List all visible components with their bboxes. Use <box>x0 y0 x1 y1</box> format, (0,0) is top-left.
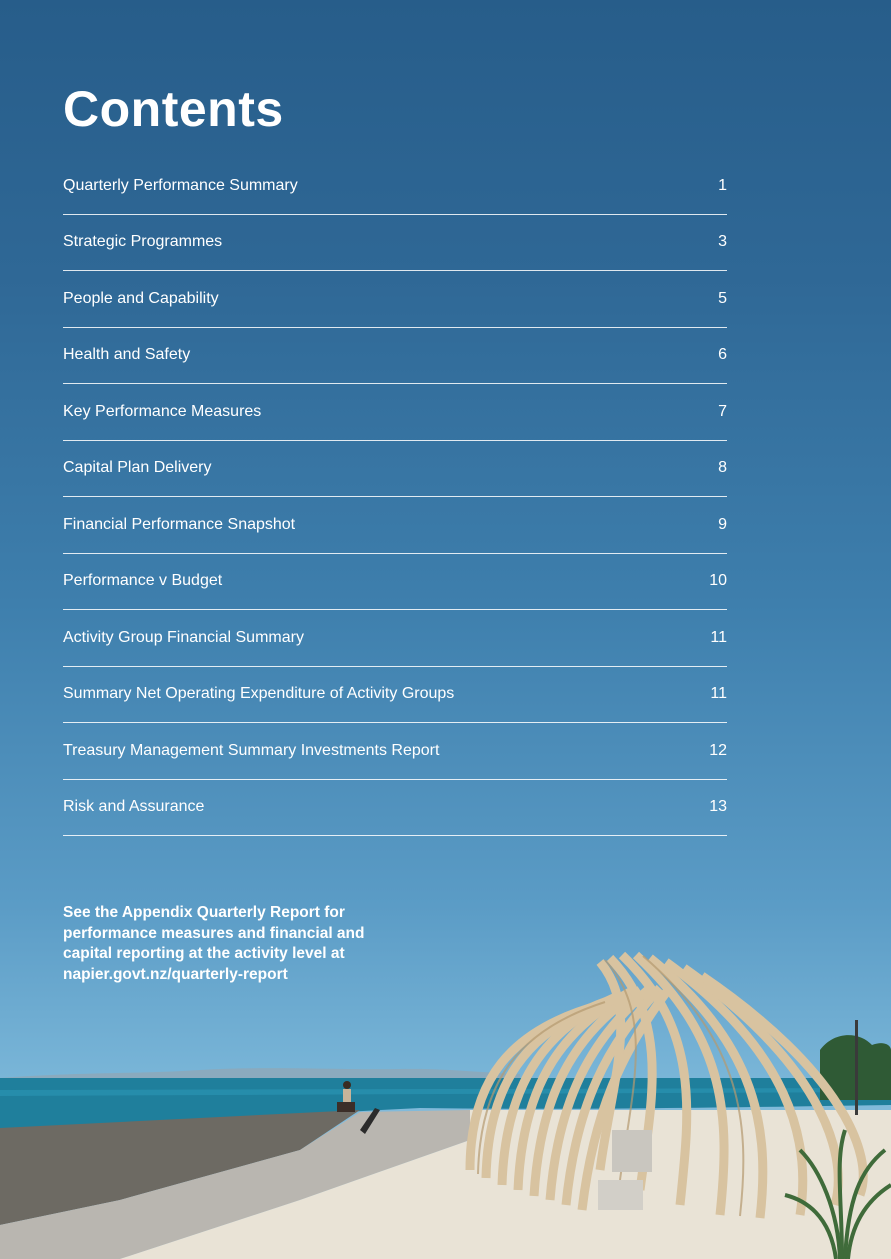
toc-entry-strategic-programmes[interactable] <box>63 215 727 272</box>
toc-entry-label: Summary Net Operating Expenditure of Activity Groups <box>63 685 455 703</box>
page-title: Contents <box>63 81 284 137</box>
appendix-note-line: performance measures and financial and <box>63 924 365 942</box>
appendix-note-line: capital reporting at the activity level at <box>63 945 345 963</box>
toc-entry-summary-net-operating-expenditure[interactable] <box>63 667 727 724</box>
toc-entry-page-number: 5 <box>718 289 727 307</box>
toc-entry-page-number: 7 <box>718 402 727 420</box>
appendix-note-line: See the Appendix Quarterly Report for <box>63 904 345 921</box>
toc-entry-page-number: 6 <box>718 346 727 364</box>
appendix-note <box>63 903 453 985</box>
toc-entry-financial-performance-snapshot[interactable] <box>63 497 727 554</box>
toc-entry-page-number: 1 <box>718 176 727 194</box>
toc-entry-label: Performance v Budget <box>63 572 223 590</box>
toc-entry-risk-and-assurance[interactable] <box>63 780 727 837</box>
toc-entry-page-number: 10 <box>709 572 727 590</box>
toc-entry-label: Quarterly Performance Summary <box>63 176 298 194</box>
toc-entry-page-number: 13 <box>709 798 727 816</box>
toc-entry-label: Financial Performance Snapshot <box>63 515 296 533</box>
toc-entry-label: People and Capability <box>63 289 219 307</box>
toc-entry-key-performance-measures[interactable] <box>63 384 727 441</box>
toc-entry-activity-group-financial-summary[interactable] <box>63 610 727 667</box>
table-of-contents <box>63 158 727 836</box>
concrete-block <box>612 1130 652 1172</box>
toc-entry-people-and-capability[interactable] <box>63 271 727 328</box>
toc-entry-label: Treasury Management Summary Investments Report <box>63 741 440 759</box>
seated-person <box>343 1081 351 1089</box>
toc-entry-page-number: 11 <box>710 685 727 703</box>
toc-entry-label: Risk and Assurance <box>63 798 205 816</box>
toc-entry-capital-plan-delivery[interactable] <box>63 441 727 498</box>
toc-entry-label: Health and Safety <box>63 346 191 364</box>
toc-entry-health-and-safety[interactable] <box>63 328 727 385</box>
toc-entry-page-number: 3 <box>718 233 727 251</box>
toc-entry-quarterly-performance-summary[interactable] <box>63 158 727 215</box>
toc-entry-label: Key Performance Measures <box>63 402 262 420</box>
toc-entry-treasury-management-summary[interactable] <box>63 723 727 780</box>
toc-entry-page-number: 9 <box>718 515 727 533</box>
toc-entry-page-number: 11 <box>710 628 727 646</box>
toc-entry-label: Strategic Programmes <box>63 233 223 251</box>
appendix-note-link[interactable]: napier.govt.nz/quarterly-report <box>63 965 288 983</box>
toc-entry-performance-v-budget[interactable] <box>63 554 727 611</box>
toc-entry-label: Capital Plan Delivery <box>63 459 212 477</box>
lamp-post <box>855 1020 858 1115</box>
toc-entry-page-number: 12 <box>709 741 727 759</box>
toc-entry-page-number: 8 <box>718 459 727 477</box>
toc-entry-label: Activity Group Financial Summary <box>63 628 304 646</box>
